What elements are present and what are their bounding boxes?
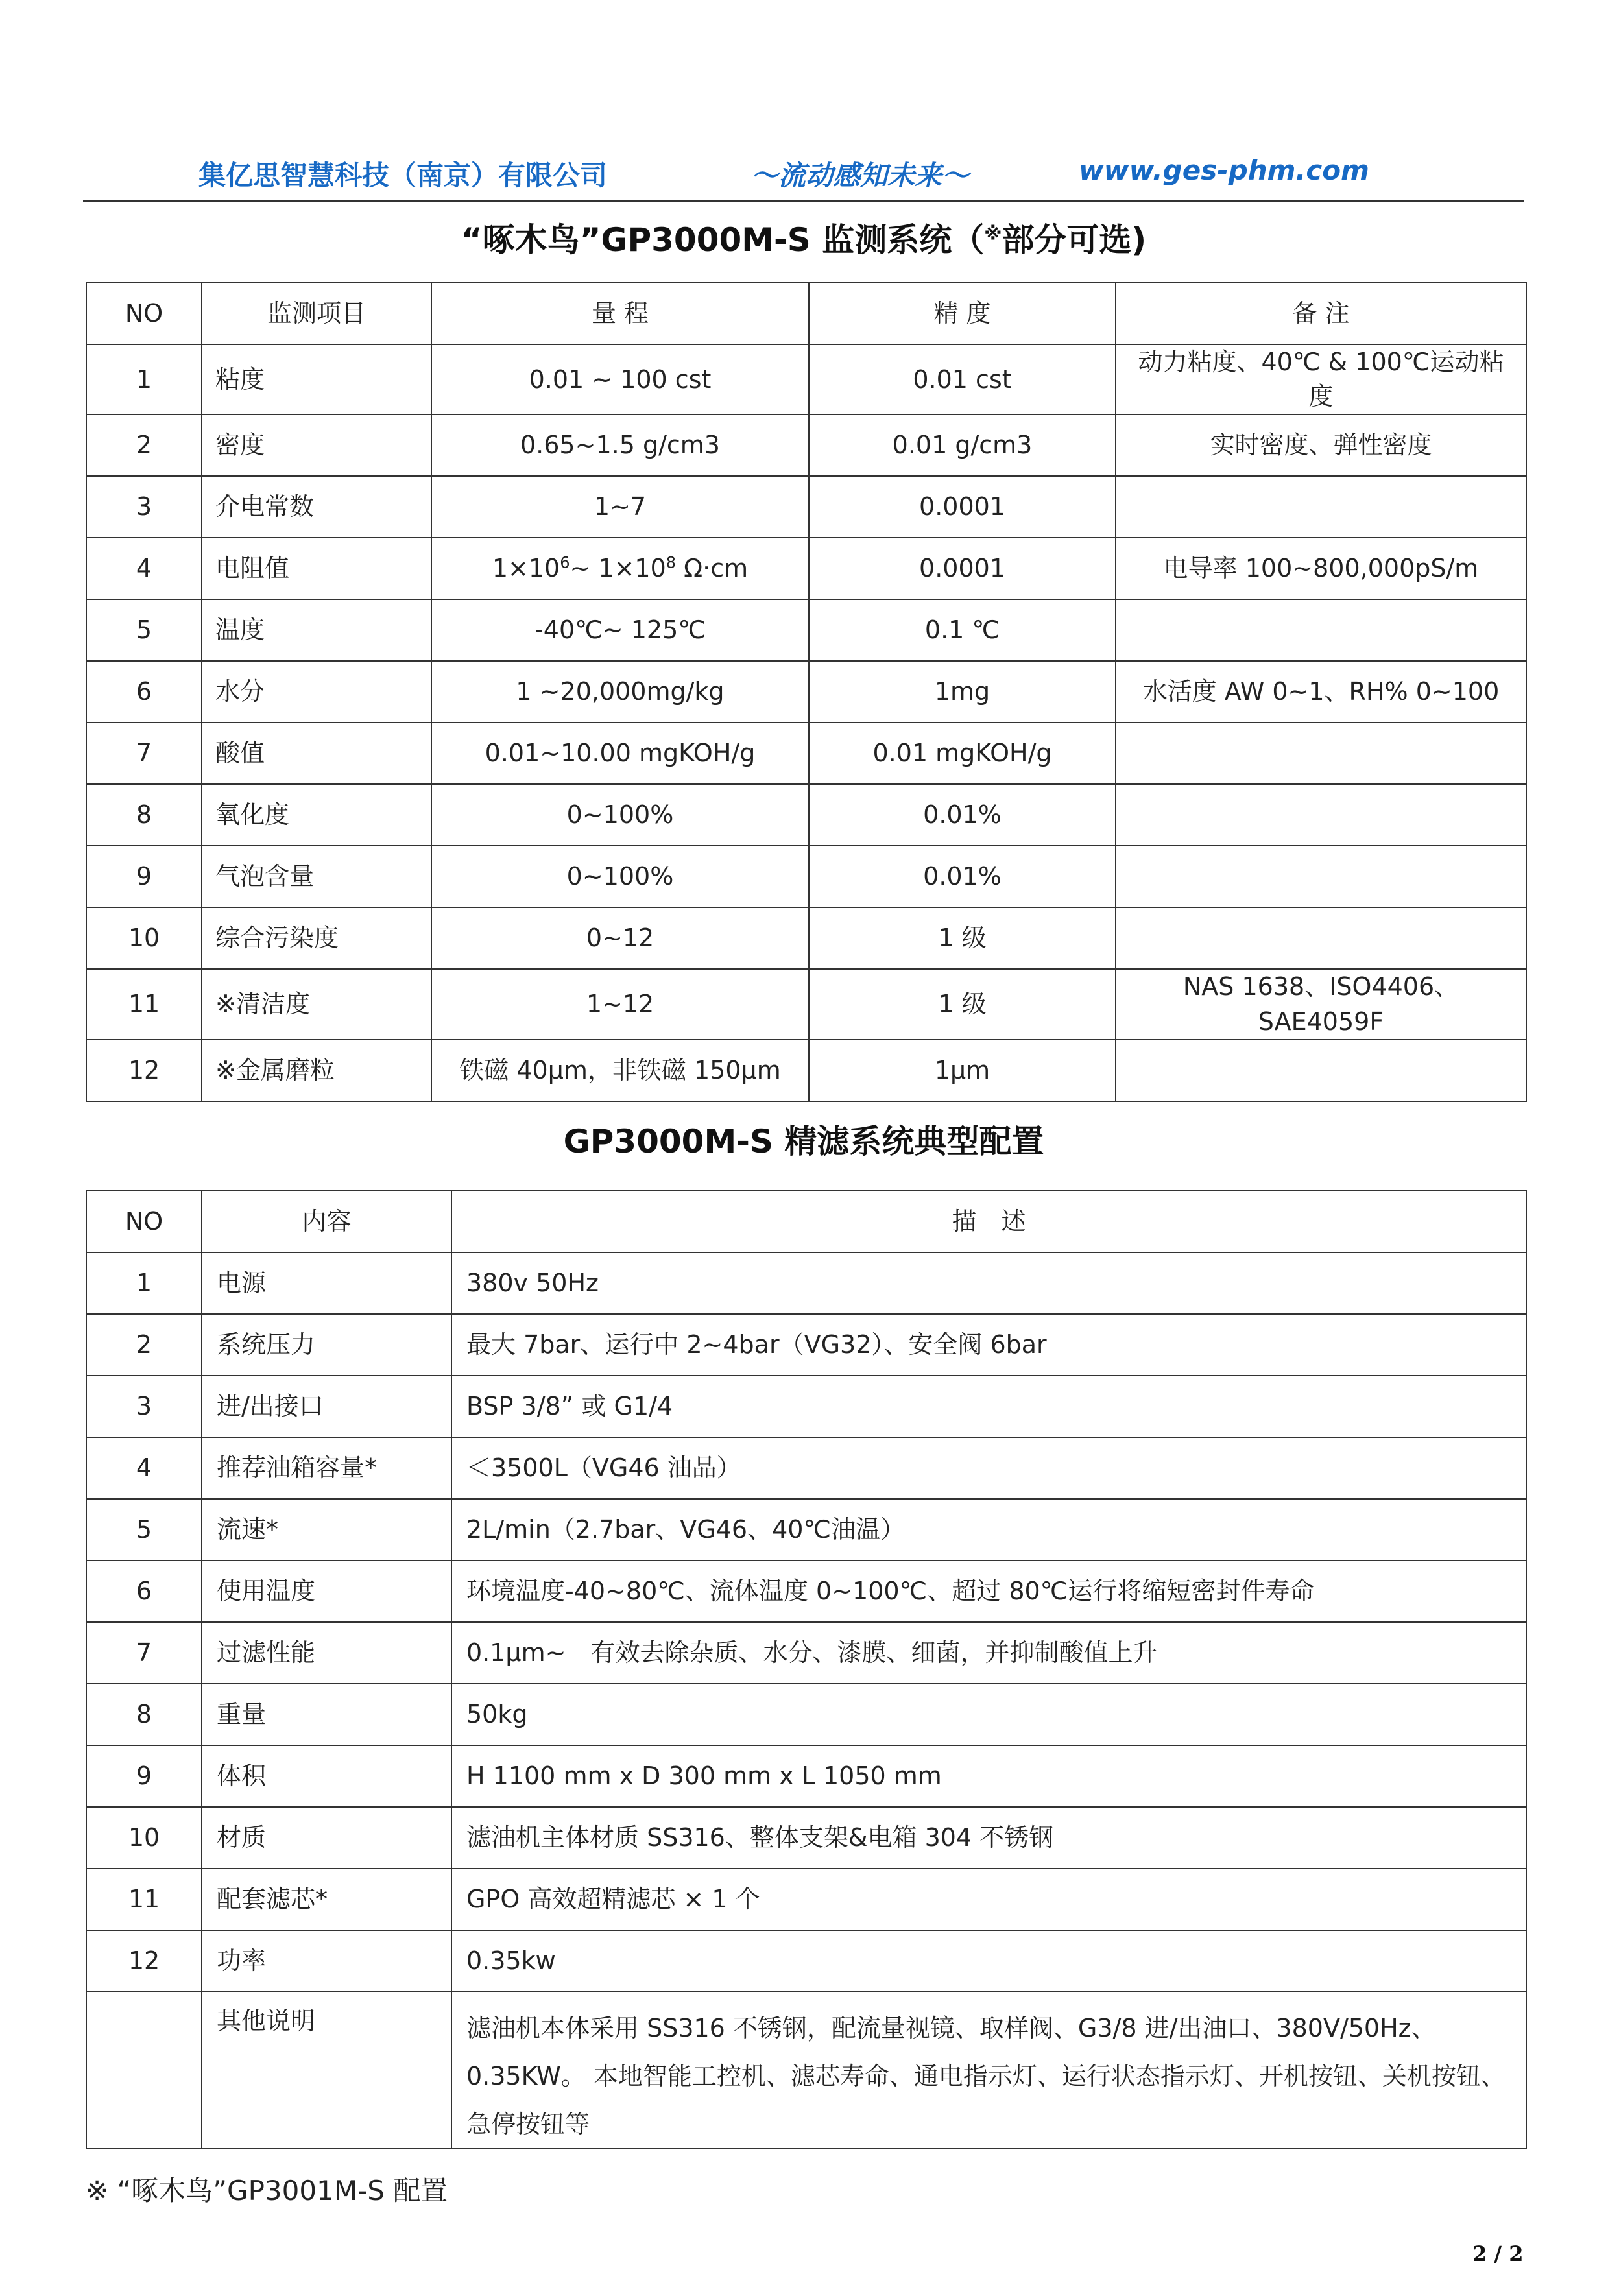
- table1-title-mark: ※: [984, 222, 1002, 245]
- table2-title: GP3000M-S 精滤系统典型配置: [563, 1123, 1044, 1160]
- row-item: 系统压力: [202, 1314, 451, 1376]
- row-no: 12: [86, 1930, 202, 1992]
- row-note: 水活度 AW 0~1、RH% 0~100: [1116, 661, 1526, 723]
- row-desc: ＜3500L（VG46 油品）: [451, 1437, 1526, 1499]
- range-part: 1×10: [492, 554, 560, 583]
- row-item: 酸值: [202, 723, 431, 784]
- table-row: [86, 1252, 1526, 1314]
- row-precision: 1μm: [809, 1040, 1116, 1101]
- header-cell: NO: [86, 1191, 202, 1252]
- table-row: [86, 1622, 1526, 1684]
- row-item: 推荐油箱容量*: [202, 1437, 451, 1499]
- row-precision: 0.01 g/cm3: [809, 414, 1116, 476]
- table-row: [86, 344, 1526, 414]
- table-row: [86, 1499, 1526, 1561]
- table-row: [86, 1376, 1526, 1437]
- row-no: 10: [86, 1807, 202, 1869]
- table-row: [86, 599, 1526, 661]
- row-desc: 380v 50Hz: [451, 1252, 1526, 1314]
- row-precision: 0.0001: [809, 538, 1116, 599]
- row-note: [1116, 907, 1526, 969]
- table1-title-prefix: “啄木鸟”GP3000M-S 监测系统（: [461, 221, 985, 259]
- row-note: [1116, 723, 1526, 784]
- table-row: [86, 1561, 1526, 1622]
- range-exponent: 6: [560, 553, 570, 572]
- row-no: 11: [86, 969, 202, 1039]
- row-desc: GPO 高效超精滤芯 × 1 个: [451, 1869, 1526, 1930]
- row-item: 粘度: [202, 344, 431, 414]
- row-no: 6: [86, 661, 202, 723]
- row-item: 进/出接口: [202, 1376, 451, 1437]
- row-no: 2: [86, 414, 202, 476]
- website-link[interactable]: www.ges-phm.com: [1079, 154, 1369, 186]
- table-row: [86, 1040, 1526, 1101]
- row-range: 0.01 ~ 100 cst: [431, 344, 809, 414]
- header-cell: 监测项目: [202, 283, 431, 344]
- row-no: 9: [86, 846, 202, 907]
- row-range: -40℃~ 125℃: [431, 599, 809, 661]
- row-no: 10: [86, 907, 202, 969]
- table-row: [86, 723, 1526, 784]
- row-range: 1~7: [431, 476, 809, 538]
- row-precision: 0.01%: [809, 846, 1116, 907]
- row-desc: 0.1μm~ 有效去除杂质、水分、漆膜、细菌，并抑制酸值上升: [451, 1622, 1526, 1684]
- table-row: [86, 784, 1526, 846]
- row-no: 4: [86, 1437, 202, 1499]
- page-number: 2 / 2: [1472, 2242, 1524, 2266]
- row-note: 动力粘度、40℃ & 100℃运动粘度: [1116, 344, 1526, 414]
- row-precision: 0.1 ℃: [809, 599, 1116, 661]
- row-precision: 0.01 cst: [809, 344, 1116, 414]
- header-cell: NO: [86, 283, 202, 344]
- row-desc: BSP 3/8” 或 G1/4: [451, 1376, 1526, 1437]
- table-row-notes: [86, 1992, 1526, 2149]
- row-desc: 环境温度-40~80℃、流体温度 0~100℃、超过 80℃运行将缩短密封件寿命: [451, 1561, 1526, 1622]
- row-no: 11: [86, 1869, 202, 1930]
- row-range: 1~12: [431, 969, 809, 1039]
- row-desc: 2L/min（2.7bar、VG46、40℃油温）: [451, 1499, 1526, 1561]
- row-range: 1 ~20,000mg/kg: [431, 661, 809, 723]
- row-precision: 0.01%: [809, 784, 1116, 846]
- row-no: 6: [86, 1561, 202, 1622]
- row-item: 电源: [202, 1252, 451, 1314]
- row-note: 电导率 100~800,000pS/m: [1116, 538, 1526, 599]
- table-row: [86, 538, 1526, 599]
- range-exponent: 8: [666, 553, 677, 572]
- row-range: 0.01~10.00 mgKOH/g: [431, 723, 809, 784]
- row-item: 重量: [202, 1684, 451, 1745]
- row-no: 7: [86, 1622, 202, 1684]
- row-item: 材质: [202, 1807, 451, 1869]
- row-item: 流速*: [202, 1499, 451, 1561]
- row-precision: 1 级: [809, 907, 1116, 969]
- row-no: 5: [86, 1499, 202, 1561]
- company-name: 集亿思智慧科技（南京）有限公司: [198, 160, 608, 191]
- row-no: 1: [86, 344, 202, 414]
- row-no: 8: [86, 784, 202, 846]
- row-range: 0~100%: [431, 784, 809, 846]
- row-item: 综合污染度: [202, 907, 431, 969]
- monitoring-table: [86, 282, 1527, 1102]
- row-item: 配套滤芯*: [202, 1869, 451, 1930]
- row-no: [86, 1992, 202, 2149]
- row-desc: 0.35kw: [451, 1930, 1526, 1992]
- table-row: [86, 846, 1526, 907]
- row-desc: 最大 7bar、运行中 2~4bar（VG32）、安全阀 6bar: [451, 1314, 1526, 1376]
- row-item: 使用温度: [202, 1561, 451, 1622]
- row-item: 水分: [202, 661, 431, 723]
- slogan: ～流动感知未来～: [751, 160, 970, 191]
- row-item: ※清洁度: [202, 969, 431, 1039]
- table-row: [86, 1869, 1526, 1930]
- row-no: 4: [86, 538, 202, 599]
- row-precision: 1 级: [809, 969, 1116, 1039]
- table1-title-suffix: 部分可选): [1002, 221, 1147, 259]
- row-no: 1: [86, 1252, 202, 1314]
- table-row: [86, 1930, 1526, 1992]
- row-desc: 滤油机本体采用 SS316 不锈钢，配流量视镜、取样阀、G3/8 进/出油口、380V/50Hz、0.35KW。 本地智能工控机、滤芯寿命、通电指示灯、运行状态指示灯、开机按钮、关机按钮、急停按钮等: [451, 1992, 1526, 2149]
- row-range: [431, 538, 809, 599]
- row-no: 3: [86, 476, 202, 538]
- row-note: [1116, 846, 1526, 907]
- row-item: 温度: [202, 599, 431, 661]
- row-note: [1116, 784, 1526, 846]
- row-range: 铁磁 40μm，非铁磁 150μm: [431, 1040, 809, 1101]
- row-range: 0.65~1.5 g/cm3: [431, 414, 809, 476]
- configuration-table: [86, 1190, 1527, 2149]
- row-no: 2: [86, 1314, 202, 1376]
- row-item: 介电常数: [202, 476, 431, 538]
- table-row: [86, 1314, 1526, 1376]
- row-item: 氧化度: [202, 784, 431, 846]
- table-row: [86, 1745, 1526, 1807]
- row-no: 7: [86, 723, 202, 784]
- table-row: [86, 969, 1526, 1039]
- row-desc: 滤油机主体材质 SS316、整体支架&电箱 304 不锈钢: [451, 1807, 1526, 1869]
- row-precision: 0.01 mgKOH/g: [809, 723, 1116, 784]
- row-range: 0~12: [431, 907, 809, 969]
- header-cell: 内容: [202, 1191, 451, 1252]
- table-row: [86, 1684, 1526, 1745]
- header-cell: 备 注: [1116, 283, 1526, 344]
- table-header-row: [86, 283, 1526, 344]
- header-cell: 量 程: [431, 283, 809, 344]
- row-no: 5: [86, 599, 202, 661]
- header-cell: 精 度: [809, 283, 1116, 344]
- table-header-row: [86, 1191, 1526, 1252]
- table-row: [86, 1807, 1526, 1869]
- row-no: 8: [86, 1684, 202, 1745]
- range-part: ~ 1×10: [570, 554, 666, 583]
- row-note: 实时密度、弹性密度: [1116, 414, 1526, 476]
- row-no: 3: [86, 1376, 202, 1437]
- table-row: [86, 1437, 1526, 1499]
- table-row: [86, 414, 1526, 476]
- page-header: [83, 148, 1524, 202]
- footnote: ※ “啄木鸟”GP3001M-S 配置: [86, 2175, 448, 2206]
- row-precision: 1mg: [809, 661, 1116, 723]
- row-item: 过滤性能: [202, 1622, 451, 1684]
- row-precision: 0.0001: [809, 476, 1116, 538]
- header-cell: 描 述: [451, 1191, 1526, 1252]
- row-item: 其他说明: [202, 1992, 451, 2149]
- row-note: [1116, 476, 1526, 538]
- row-note: NAS 1638、ISO4406、SAE4059F: [1116, 969, 1526, 1039]
- table-row: [86, 907, 1526, 969]
- row-desc: H 1100 mm x D 300 mm x L 1050 mm: [451, 1745, 1526, 1807]
- row-desc: 50kg: [451, 1684, 1526, 1745]
- row-item: 气泡含量: [202, 846, 431, 907]
- range-part: Ω·cm: [676, 554, 749, 583]
- row-no: 12: [86, 1040, 202, 1101]
- row-item: 密度: [202, 414, 431, 476]
- row-no: 9: [86, 1745, 202, 1807]
- row-range: 0~100%: [431, 846, 809, 907]
- row-item: 功率: [202, 1930, 451, 1992]
- row-item: 体积: [202, 1745, 451, 1807]
- row-item: ※金属磨粒: [202, 1040, 431, 1101]
- row-note: [1116, 1040, 1526, 1101]
- table-row: [86, 476, 1526, 538]
- table-row: [86, 661, 1526, 723]
- row-note: [1116, 599, 1526, 661]
- row-item: 电阻值: [202, 538, 431, 599]
- table1-title: [83, 214, 1524, 261]
